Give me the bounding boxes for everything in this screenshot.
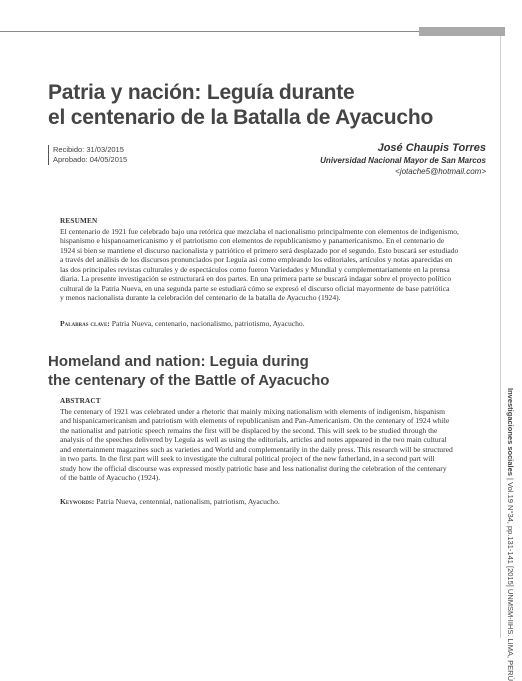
resumen-line: cultural de la Patria Nueva, en una segunda parte se estudiará cómo se expresó el discurso oficial mayormente de base patriótica	[60, 283, 450, 293]
author-institution: Universidad Nacional Mayor de San Marcos	[320, 156, 486, 165]
resumen-line: diaria. La presente investigación se estructurará en dos partes. En una primera parte se buscará indagar sobre el proyecto político	[60, 274, 452, 283]
keywords-label: Keywords:	[60, 497, 95, 506]
margin-rule	[500, 36, 501, 638]
journal-sidebar: Investigaciones sociales | Vol.19 N°34, pp.131-141 [2015] UNMSM-IIHS. LIMA, PERÚ	[506, 388, 515, 681]
abstract-line: of the battle of Ayacucho (1924).	[60, 473, 161, 482]
resumen-line: hispanismo e hispanoamericanismo y el patriotismo con elementos de republicanismo y panamericanismo. En el centenario de	[60, 236, 445, 245]
submission-dates	[48, 145, 127, 165]
abstract-line: study how the official discourse was expressed mostly patriotic base and less nationalist during the celebration of the centenary	[60, 463, 447, 473]
resumen-body	[60, 227, 488, 303]
title-line-1: Patria y nación: Leguía durante	[48, 81, 355, 104]
resumen-section	[60, 217, 488, 303]
abstract-body	[60, 407, 488, 483]
header-corner-mark	[419, 27, 505, 36]
resumen-line: a través del análisis de los discursos pronunciados por Leguía así como empleando los editoriales, artículos y notas aparecidas en	[60, 255, 453, 264]
resumen-line: 1924 si bien se mantiene el discurso nacionalista y patriótico el primero será desplazado por el segundo. Esto buscará ser estudiado	[60, 245, 459, 255]
received-date: Recibido: 31/03/2015	[53, 145, 124, 154]
resumen-line: las dos principales revistas culturales y de espectáculos como fueron Variedades y Mundial y complementariamente en la prensa	[60, 264, 450, 274]
english-title-line-2: the centenary of the Battle of Ayacucho	[48, 372, 330, 389]
journal-name: Investigaciones sociales	[506, 388, 515, 476]
author-email[interactable]: <jotache5@hotmail.com>	[395, 167, 486, 176]
abstract-line: in two parts. In the first part will seek to investigate the cultural political project of the new fatherland, in a second part will	[60, 454, 435, 463]
abstract-line: the nationalist and patriotic speech remains the first will be displaced by the second. This will seek to be studied through the	[60, 425, 438, 435]
author-name: José Chaupis Torres	[377, 142, 486, 154]
title-line-2: el centenario de la Batalla de Ayacucho	[48, 106, 434, 129]
abstract-line: analysis of the speeches delivered by Leguía as well as using the editorials, articles and notes appeared in the two main cultural	[60, 435, 447, 444]
approved-date: Aprobado: 04/05/2015	[53, 155, 128, 164]
english-title-line-1: Homeland and nation: Leguia during	[48, 353, 309, 370]
abstract-section	[60, 397, 488, 483]
resumen-line: y menos nacionalista durante la celebración del centenario de la batalla de Ayacucho (1924).	[60, 293, 341, 302]
resumen-heading: RESUMEN	[60, 217, 98, 225]
english-title	[48, 352, 448, 390]
journal-citation: Vol.19 N°34, pp.131-141 [2015] UNMSM-IIHS. LIMA, PERÚ	[506, 482, 515, 681]
article-title	[48, 80, 448, 130]
keywords	[60, 497, 488, 507]
abstract-line: The centenary of 1921 was celebrated under a rhetoric that mainly mixing nationalism with elements of indigenism, hispanism	[60, 406, 446, 416]
keywords-text: Patria Nueva, centennial, nationalism, patriotism, Ayacucho.	[96, 497, 280, 506]
resumen-line: El centenario de 1921 fue celebrado bajo una retórica que mezclaba el nacionalismo principalmente con elementos de indigenismo,	[60, 226, 459, 236]
header-rule	[0, 31, 422, 32]
abstract-heading: ABSTRACT	[60, 397, 101, 405]
abstract-line: and entertainment magazines such as varieties and World and complementarily in the daily press. This research will be structured	[60, 444, 453, 454]
palabras-clave-text: Patria Nueva, centenario, nacionalismo, patriotismo, Ayacucho.	[111, 319, 305, 328]
palabras-clave	[60, 319, 488, 329]
palabras-clave-label: Palabras clave:	[60, 319, 110, 328]
author-block	[320, 141, 486, 177]
abstract-line: and hispanicamericanism and patriotism with elements of republicanism and Pan-Americanism. On the centenary of 1924 while	[60, 416, 450, 425]
